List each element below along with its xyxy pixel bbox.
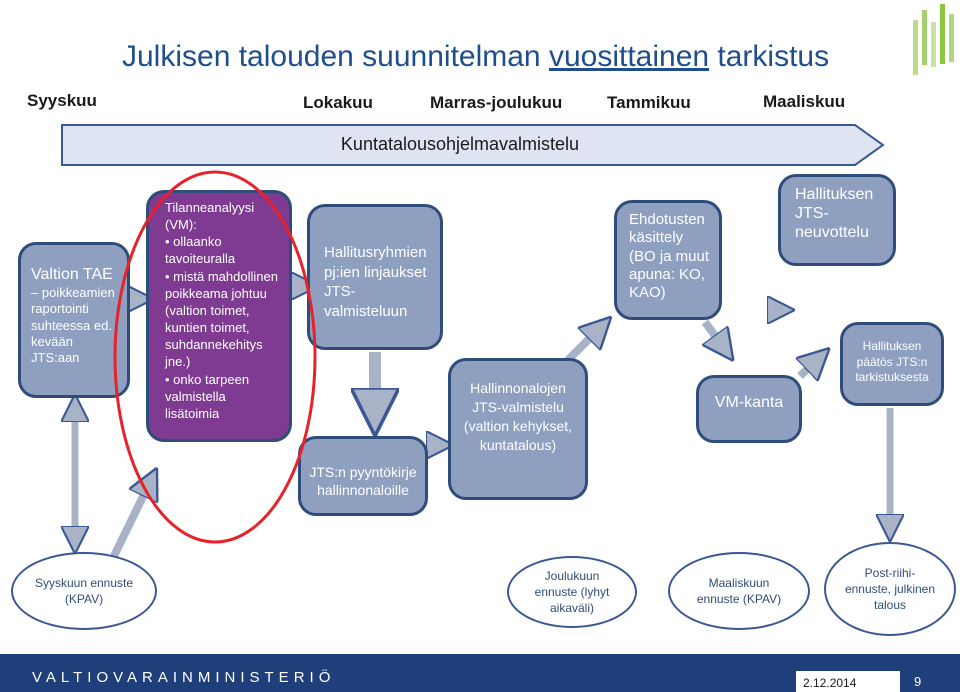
box-valtion-tae: Valtion TAE – poikkeamien raportointi suhteessa ed. kevään JTS:aan [18, 242, 130, 398]
box-ehdotusten: Ehdotusten käsittely (BO ja muut apuna: KO, KAO) [614, 200, 722, 320]
page-number: 9 [914, 674, 922, 689]
ellipse-maaliskuun-ennuste: Maaliskuun ennuste (KPAV) [668, 552, 810, 630]
analyysi-item: • ollaanko tavoiteuralla [165, 234, 236, 267]
ministry-logo-text: VALTIOVARAINMINISTERIÖ [32, 669, 336, 686]
month-marras-joulukuu: Marras-joulukuu [430, 93, 563, 112]
month-maaliskuu: Maaliskuu [763, 92, 846, 111]
banner-label: Kuntatalousohjelmavalmistelu [340, 134, 580, 154]
footer-date: 2.12.2014 [803, 676, 857, 690]
month-lokakuu: Lokakuu [303, 93, 373, 112]
box-hallituksen-paatos: Hallituksen päätös JTS:n tarkistuksesta [840, 322, 944, 406]
month-tammikuu: Tammikuu [607, 93, 691, 112]
box-vm-kanta: VM-kanta [696, 375, 802, 443]
box-hallituksen-jts: Hallituksen JTS-neuvottelu [778, 174, 896, 266]
analyysi-item: • mistä mahdollinen poikkeama johtuu (valtion toimet, kuntien toimet, suhdannekehitys jne.) [165, 268, 278, 370]
box-tilanneanalyysi: Tilanneanalyysi (VM): • ollaanko tavoiteuralla • mistä mahdollinen poikkeama johtuu (valtion toimet, kuntien toimet, suhdannekehitys jne.) • onko tarpeen valmistella lisätoimia [146, 190, 292, 442]
page-title: Julkisen talouden suunnitelman vuosittainen tarkistus [122, 40, 830, 73]
arrow-to-paatos [800, 359, 818, 376]
ellipse-joulukuun-ennuste: Joulukuun ennuste (lyhyt aikaväli) [507, 556, 637, 628]
highlight-ellipse [108, 165, 323, 550]
ellipse-syyskuun-ennuste: Syyskuun ennuste (KPAV) [11, 552, 157, 630]
ellipse-post-riihi-ennuste: Post-riihi-ennuste, julkinen talous [824, 542, 956, 636]
analyysi-item: • onko tarpeen valmistella lisätoimia [165, 371, 250, 421]
box-hallitusryhmien: Hallitusryhmien pj:ien linjaukset JTS-valmisteluun [307, 204, 443, 350]
month-syyskuu: Syyskuu [27, 91, 97, 110]
box-jts-pyyntokirje: JTS:n pyyntökirje hallinnonaloille [298, 436, 428, 516]
arrow-to-vm-kanta [705, 322, 724, 348]
box-hallinnonalojen: Hallinnonalojen JTS-valmistelu (valtion kehykset, kuntatalous) [448, 358, 588, 500]
